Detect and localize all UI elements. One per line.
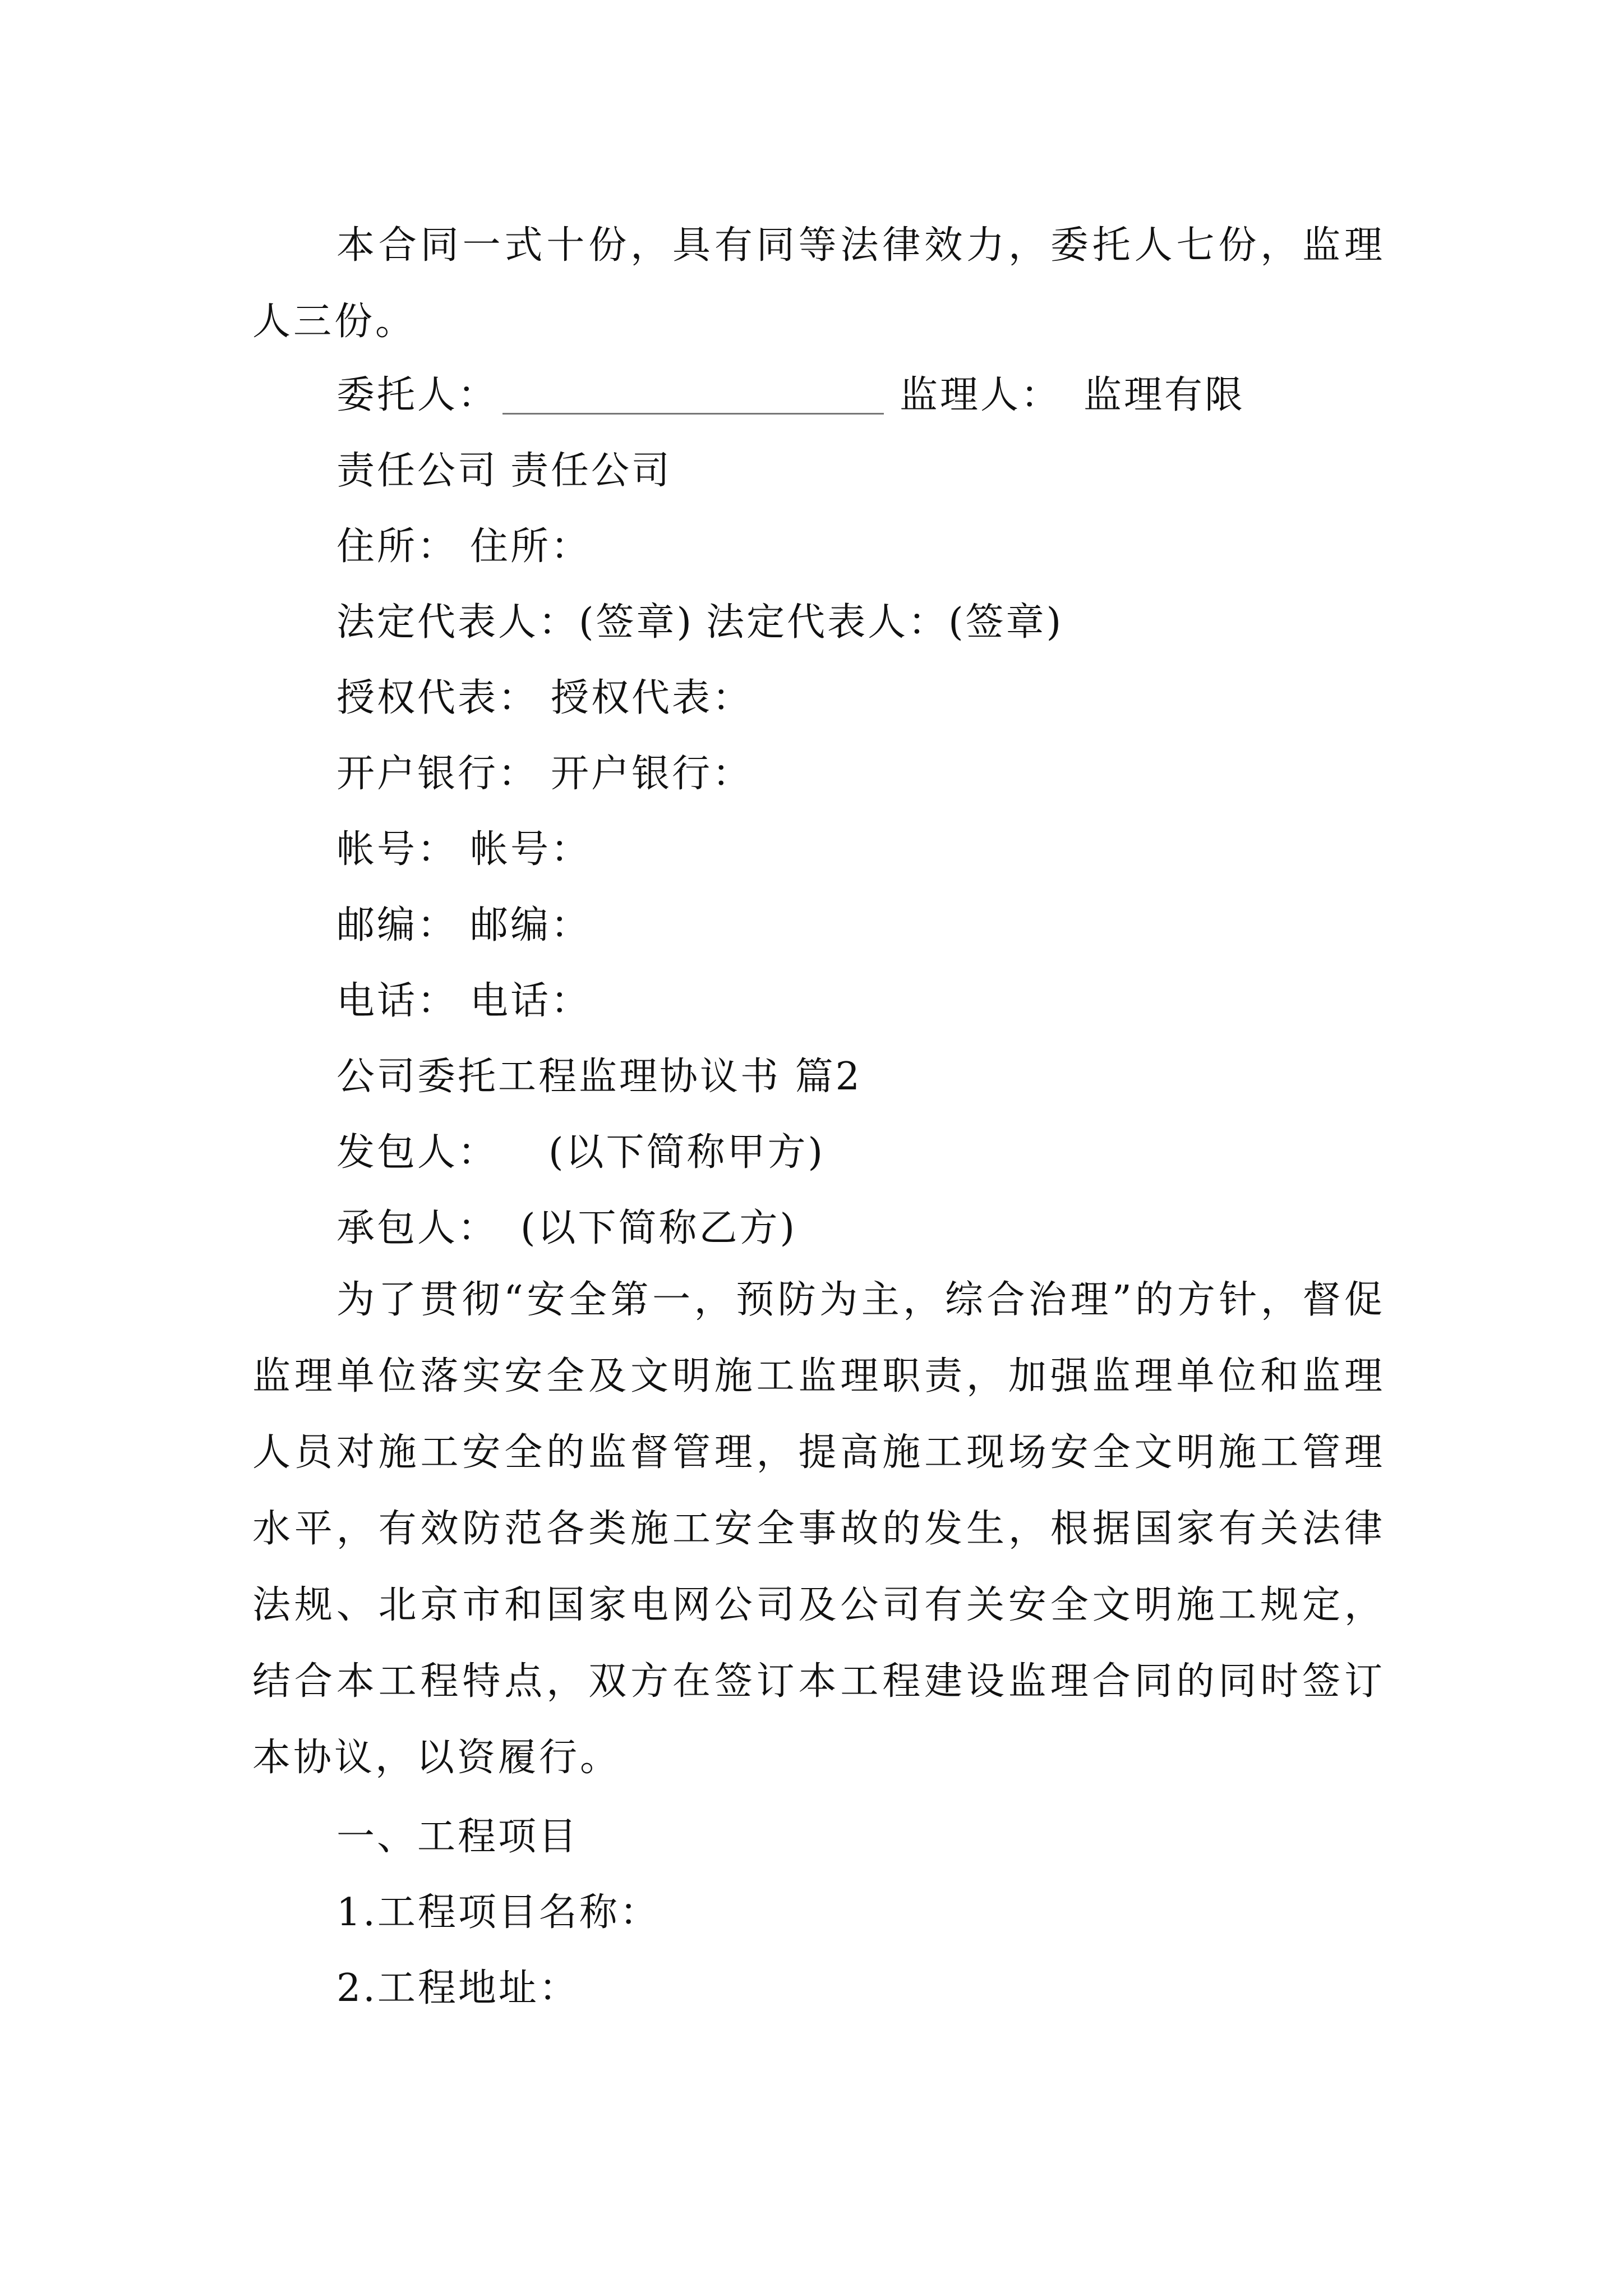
account-left: 帐号： — [336, 827, 458, 872]
supervisor-label: 监理人： — [900, 373, 1062, 417]
party-b-note: (以下简称乙方) — [520, 1206, 797, 1250]
legal-rep-left: 法定代表人：(签章) — [336, 600, 694, 645]
company-name-right: 责任公司 — [510, 449, 672, 493]
company-name-left: 责任公司 — [336, 449, 499, 493]
party-a-note: (以下简称甲方) — [548, 1130, 826, 1175]
signature-line-auth-rep — [336, 673, 1486, 724]
auth-rep-right: 授权代表： — [551, 676, 753, 720]
legal-rep-right: 法定代表人：(签章) — [706, 600, 1064, 645]
client-blank-underline — [502, 411, 884, 415]
signature-line-phone — [336, 976, 1486, 1027]
signature-line-legal-rep — [336, 597, 1486, 648]
item-project-address: 2.工程地址： — [336, 1966, 579, 2010]
heading-project: 一、工程项目 — [336, 1815, 579, 1859]
section-title: 公司委托工程监理协议书 篇2 — [336, 1055, 862, 1099]
signature-line-address — [336, 522, 1486, 572]
signature-line-postcode — [336, 900, 1486, 951]
party-a-line — [336, 1128, 1486, 1178]
postcode-right: 邮编： — [470, 903, 592, 947]
bank-left: 开户银行： — [336, 752, 539, 796]
address-left: 住所： — [336, 524, 458, 569]
phone-left: 电话： — [336, 979, 458, 1023]
address-right: 住所： — [470, 524, 592, 569]
paragraph-copies: 本合同一式十份，具有同等法律效力，委托人七份，监理人三份。 — [252, 223, 1385, 344]
postcode-left: 邮编： — [336, 903, 458, 947]
party-b-line — [336, 1203, 1486, 1254]
account-right: 帐号： — [470, 827, 592, 872]
supervisor-company-start: 监理有限 — [1083, 373, 1246, 417]
signature-line-bank — [336, 749, 1486, 799]
signature-line-account — [336, 825, 1486, 875]
auth-rep-left: 授权代表： — [336, 676, 539, 720]
bank-right: 开户银行： — [551, 752, 753, 796]
signature-line-company — [336, 446, 1486, 496]
item-project-name: 1.工程项目名称： — [336, 1890, 660, 1935]
client-label: 委托人： — [336, 373, 499, 417]
party-a-label: 发包人： — [336, 1130, 499, 1175]
paragraph-purpose: 为了贯彻“安全第一，预防为主，综合治理”的方针，督促监理单位落实安全及文明施工监理职责，加强监理单位和监理人员对施工安全的监督管理，提高施工现场安全文明施工管理水平，有效防范各类施工安全事故的发生，根据国家有关法律法规、北京市和国家电网公司及公司有关安全文明施工规定，结合本工程特点，双方在签订本工程建设监理合同的同时签订本协议，以资履行。 — [252, 1278, 1385, 1780]
signature-line-parties — [336, 370, 1486, 421]
phone-right: 电话： — [470, 979, 592, 1023]
party-b-label: 承包人： — [336, 1206, 499, 1250]
